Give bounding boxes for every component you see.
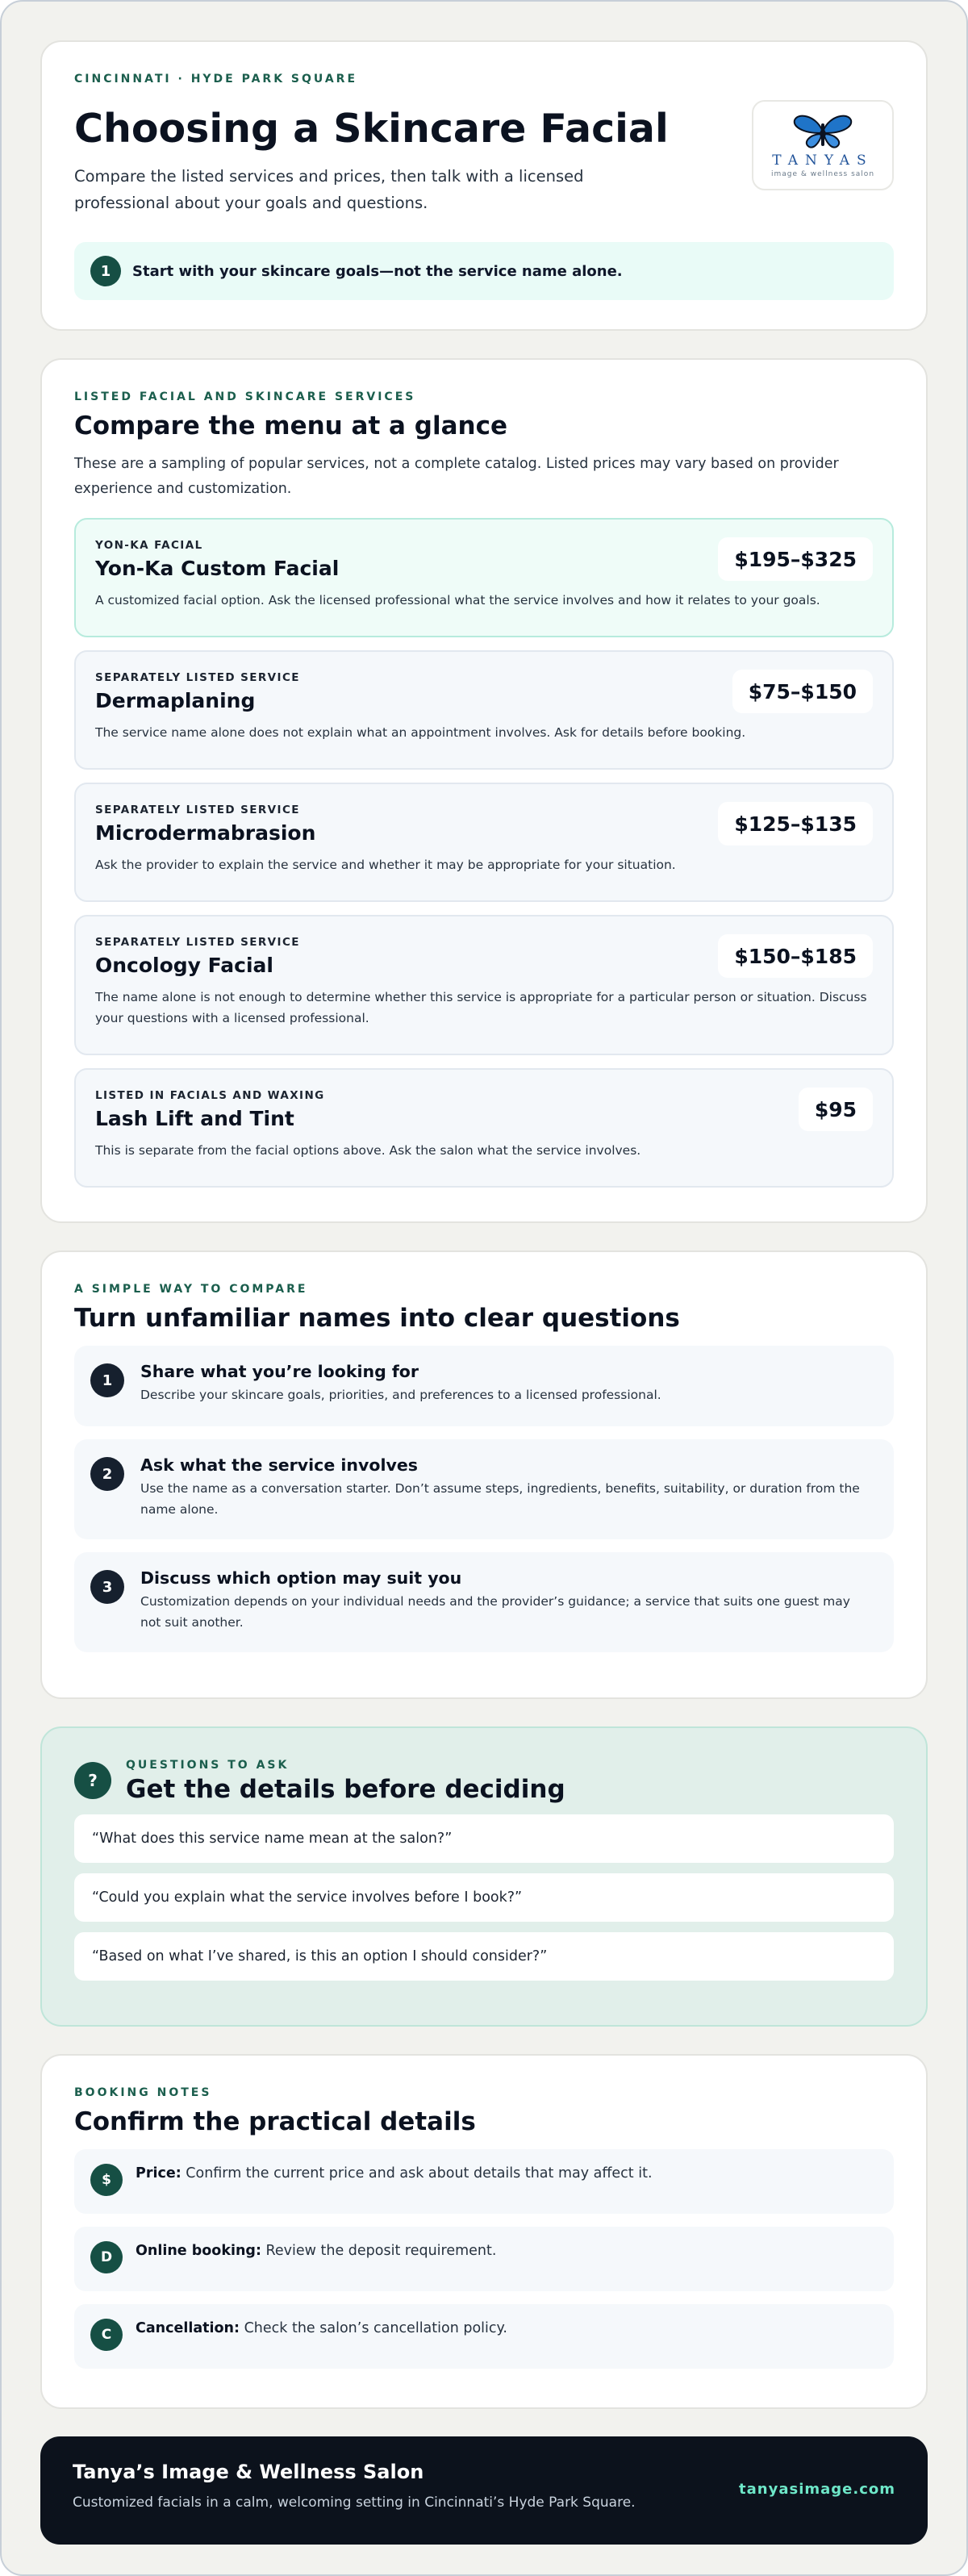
service-description: This is separate from the facial options above. Ask the salon what the service involves. (95, 1143, 641, 1158)
questions-title: Get the details before deciding (126, 1775, 565, 1804)
cancellation-icon: C (90, 2319, 123, 2351)
service-price: $75–$150 (732, 670, 873, 713)
questions-eyebrow: QUESTIONS TO ASK (126, 1759, 290, 1772)
service-name: Dermaplaning (95, 689, 256, 712)
page-lede: Compare the listed services and prices, then talk with a licensed professional about your goals and questions. (74, 167, 584, 212)
booking-note-price (74, 2149, 894, 2214)
goal-tip (74, 242, 894, 300)
butterfly-icon (791, 112, 854, 149)
tip-number-badge: 1 (90, 256, 121, 286)
step-description: Customization depends on your individual needs and the provider’s guidance; a service that suits one guest may not suit another. (140, 1594, 850, 1630)
services-intro: These are a sampling of popular services, not a complete catalog. Listed prices may vary based on provider experience and customization. (74, 456, 839, 497)
step-number-badge: 1 (90, 1363, 124, 1397)
questions-card (40, 1726, 928, 2027)
service-name: Yon-Ka Custom Facial (95, 557, 340, 580)
service-description: The name alone is not enough to determine whether this service is appropriate for a particular person or situation. Discuss your questions with a licensed professional. (95, 990, 867, 1025)
website-link[interactable]: tanyasimage.com (739, 2481, 895, 2498)
compare-steps-card (40, 1250, 928, 1699)
services-card (40, 358, 928, 1223)
services-title: Compare the menu at a glance (74, 411, 507, 440)
service-name: Oncology Facial (95, 954, 273, 977)
page-title: Choosing a Skincare Facial (74, 106, 669, 152)
note-label: Price: (136, 2165, 182, 2181)
step-item (74, 1552, 894, 1652)
step-description: Describe your skincare goals, priorities, and preferences to a licensed professional. (140, 1388, 661, 1402)
step-title: Ask what the service involves (140, 1455, 418, 1475)
question-mark-icon: ? (74, 1762, 111, 1799)
service-card-lash-lift (74, 1068, 894, 1188)
service-tag: YON-KA FACIAL (95, 539, 203, 552)
question-item: “What does this service name mean at the salon?” (74, 1814, 894, 1863)
footer-salon-name: Tanya’s Image & Wellness Salon (73, 2461, 424, 2483)
service-tag: SEPARATELY LISTED SERVICE (95, 804, 300, 816)
service-tag: SEPARATELY LISTED SERVICE (95, 671, 300, 684)
dollar-icon: $ (90, 2164, 123, 2196)
booking-note-online (74, 2227, 894, 2291)
service-tag: LISTED IN FACIALS AND WAXING (95, 1089, 325, 1102)
service-name: Microdermabrasion (95, 821, 316, 845)
steps-title: Turn unfamiliar names into clear questions (74, 1304, 680, 1333)
service-description: The service name alone does not explain what an appointment involves. Ask for details before booking. (95, 725, 746, 740)
note-label: Online booking: (136, 2243, 261, 2259)
note-label: Cancellation: (136, 2320, 240, 2336)
logo-subtext: image & wellness salon (770, 170, 875, 178)
service-description: A customized facial option. Ask the licensed professional what the service involves and how it relates to your goals. (95, 593, 820, 607)
services-eyebrow: LISTED FACIAL AND SKINCARE SERVICES (74, 390, 416, 403)
step-title: Discuss which option may suit you (140, 1568, 462, 1588)
service-price: $150–$185 (718, 934, 873, 978)
salon-logo (752, 100, 894, 190)
step-number-badge: 3 (90, 1570, 124, 1604)
logo-word: TANYAS (772, 152, 874, 169)
step-item (74, 1346, 894, 1426)
step-item (74, 1439, 894, 1539)
service-card-oncology (74, 915, 894, 1055)
footer (40, 2436, 928, 2545)
note-text: Confirm the current price and ask about details that may affect it. (181, 2165, 653, 2181)
service-price: $195–$325 (718, 537, 873, 581)
tip-text: Start with your skincare goals—not the service name alone. (132, 262, 623, 280)
hero-card (40, 40, 928, 331)
note-text: Review the deposit requirement. (261, 2243, 497, 2259)
service-tag: SEPARATELY LISTED SERVICE (95, 936, 300, 949)
note-text: Check the salon’s cancellation policy. (240, 2320, 507, 2336)
booking-title: Confirm the practical details (74, 2107, 476, 2136)
service-price: $125–$135 (718, 802, 873, 845)
steps-eyebrow: A SIMPLE WAY TO COMPARE (74, 1283, 308, 1296)
service-card-microdermabrasion (74, 783, 894, 902)
step-number-badge: 2 (90, 1457, 124, 1491)
service-card-dermaplaning (74, 650, 894, 770)
service-name: Lash Lift and Tint (95, 1107, 294, 1130)
question-item: “Could you explain what the service involves before I book?” (74, 1873, 894, 1922)
booking-eyebrow: BOOKING NOTES (74, 2086, 212, 2099)
booking-note-cancellation (74, 2304, 894, 2369)
service-price: $95 (799, 1088, 873, 1131)
step-title: Share what you’re looking for (140, 1362, 419, 1381)
service-card-yonka (74, 518, 894, 637)
footer-tagline: Customized facials in a calm, welcoming setting in Cincinnati’s Hyde Park Square. (73, 2495, 636, 2511)
question-item: “Based on what I’ve shared, is this an option I should consider?” (74, 1932, 894, 1981)
step-description: Use the name as a conversation starter. Don’t assume steps, ingredients, benefits, suitability, or duration from the name alone. (140, 1481, 860, 1517)
booking-notes-card (40, 2054, 928, 2409)
deposit-icon: D (90, 2241, 123, 2273)
service-description: Ask the provider to explain the service and whether it may be appropriate for your situation. (95, 858, 676, 872)
location-eyebrow: CINCINNATI · HYDE PARK SQUARE (74, 73, 358, 86)
